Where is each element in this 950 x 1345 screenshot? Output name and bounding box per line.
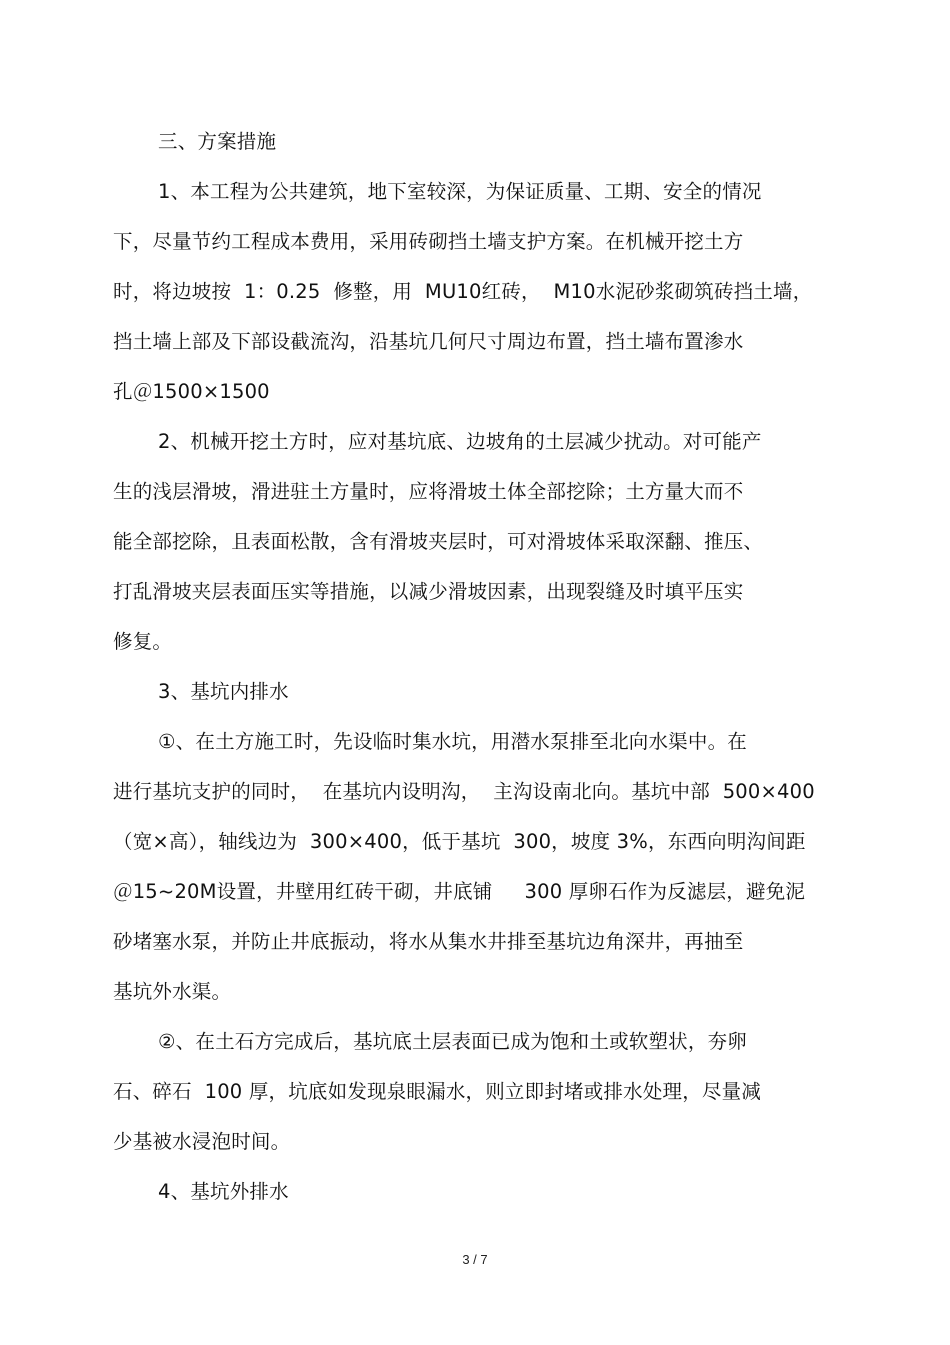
paragraph-4-line-1: ②、在土石方完成后，基坑底土层表面已成为饱和土或软塑状，夯卵 bbox=[158, 1030, 747, 1053]
subheading-drainage-inside: 3、基坑内排水 bbox=[158, 680, 289, 703]
paragraph-3-line-5: 砂堵塞水泵，并防止井底振动，将水从集水井排至基坑边角深井，再抽至 bbox=[113, 930, 744, 953]
paragraph-2-line-5: 修复。 bbox=[113, 630, 173, 653]
paragraph-3-line-3: （宽×高），轴线边为 300×400，低于基坑 300，坡度 3%，东西向明沟间距 bbox=[113, 830, 806, 853]
page-number: 3 / 7 bbox=[462, 1252, 488, 1267]
paragraph-1-line-2: 下，尽量节约工程成本费用，采用砖砌挡土墙支护方案。在机械开挖土方 bbox=[113, 230, 744, 253]
paragraph-3-line-4: ＠15~20M设置，井壁用红砖干砌，井底铺 300 厚卵石作为反滤层，避免泥 bbox=[113, 880, 806, 903]
subheading-drainage-outside: 4、基坑外排水 bbox=[158, 1180, 289, 1203]
paragraph-3-line-2: 进行基坑支护的同时， 在基坑内设明沟， 主沟设南北向。基坑中部 500×400 bbox=[113, 780, 815, 803]
paragraph-2-line-1: 2、机械开挖土方时，应对基坑底、边坡角的土层减少扰动。对可能产 bbox=[158, 430, 762, 453]
paragraph-3-line-6: 基坑外水渠。 bbox=[113, 980, 232, 1003]
paragraph-3-line-1: ①、在土方施工时，先设临时集水坑，用潜水泵排至北向水渠中。在 bbox=[158, 730, 747, 753]
paragraph-2-line-2: 生的浅层滑坡，滑进驻土方量时，应将滑坡土体全部挖除；土方量大而不 bbox=[113, 480, 744, 503]
paragraph-1-line-1: 1、本工程为公共建筑，地下室较深，为保证质量、工期、安全的情况 bbox=[158, 180, 762, 203]
paragraph-2-line-4: 打乱滑坡夹层表面压实等措施，以减少滑坡因素，出现裂缝及时填平压实 bbox=[113, 580, 744, 603]
paragraph-1-line-4: 挡土墙上部及下部设截流沟，沿基坑几何尺寸周边布置，挡土墙布置渗水 bbox=[113, 330, 744, 353]
paragraph-2-line-3: 能全部挖除，且表面松散，含有滑坡夹层时，可对滑坡体采取深翻、推压、 bbox=[113, 530, 764, 553]
paragraph-4-line-3: 少基被水浸泡时间。 bbox=[113, 1130, 291, 1153]
paragraph-4-line-2: 石、碎石 100 厚，坑底如发现泉眼漏水，则立即封堵或排水处理，尽量减 bbox=[113, 1080, 762, 1103]
section-heading: 三、方案措施 bbox=[158, 130, 277, 153]
paragraph-1-line-5: 孔＠1500×1500 bbox=[113, 380, 270, 403]
paragraph-1-line-3: 时，将边坡按 1：0.25 修整，用 MU10红砖， M10水泥砂浆砌筑砖挡土墙， bbox=[113, 280, 813, 303]
